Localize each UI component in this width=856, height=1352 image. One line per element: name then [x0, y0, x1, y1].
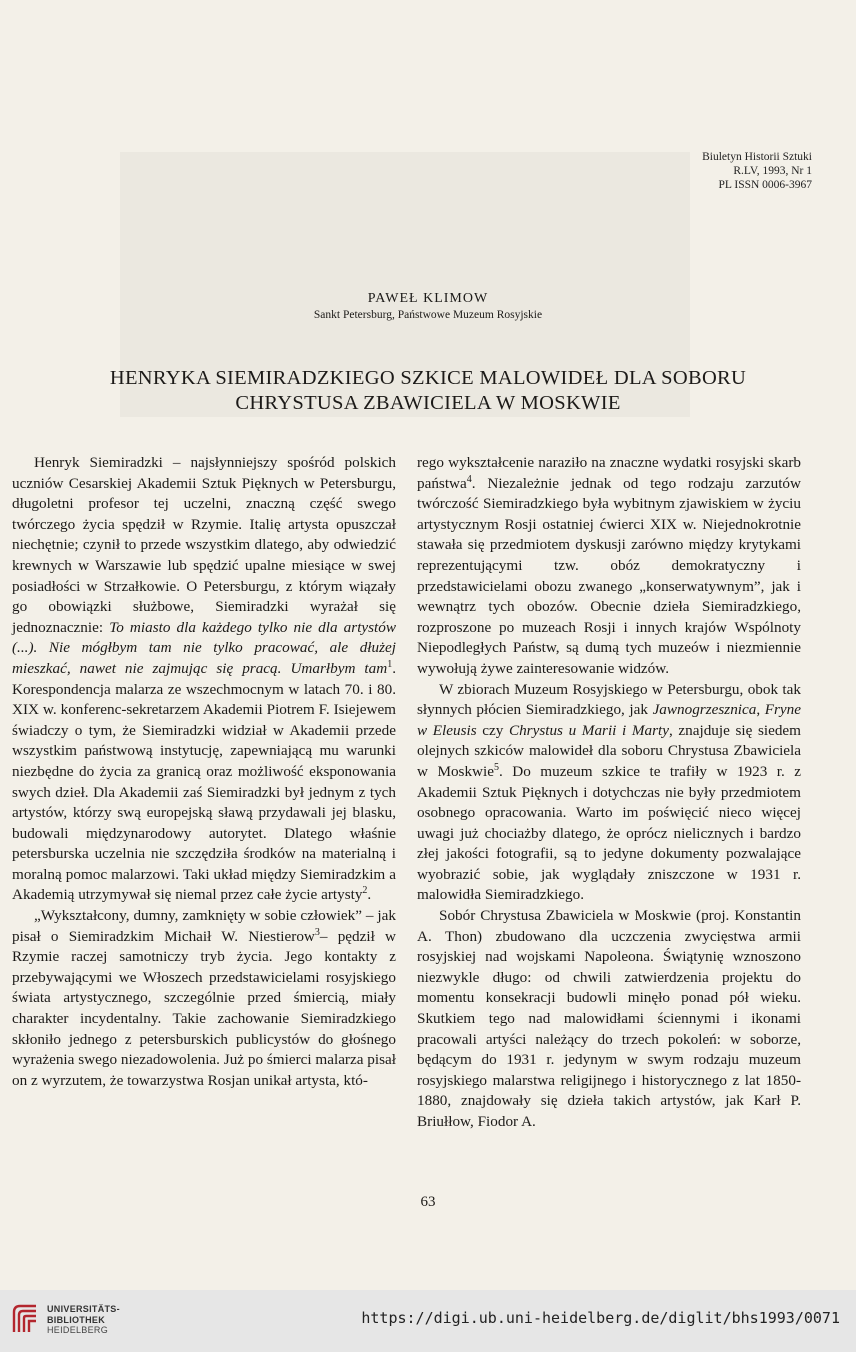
- artwork-title: Jawnogrzesznica: [652, 701, 757, 719]
- footnote-ref: 2: [362, 885, 368, 897]
- article-title: [40, 366, 816, 416]
- artwork-title: Fryne w Eleusis: [417, 701, 801, 739]
- footnote-ref: 3: [314, 926, 320, 938]
- footnote-ref: 1: [387, 658, 393, 670]
- permalink-url[interactable]: https://digi.ub.uni-heidelberg.de/diglit/bhs1993/0071: [361, 1309, 840, 1327]
- text-run: . Do muzeum szkice te trafiły w 1923 r. z Akademii Sztuk Pięknych i dotychczas nie były przedmiotem osobnego opracowania. Warto im poświęcić nieco więcej uwagi już chociażby dlatego, że oprócz nielicznych i bardzo złej jakości fotografii, są to jedyne dokumenty pozwalające wyobrazić sobie, jak wyglądały zniszczone w 1931 r. malowidła Siemiradzkiego.: [417, 762, 802, 904]
- text-run: . Korespondencja malarza ze wszechmocnym w latach 70. i 80. XIX w. konferenc-sekretarzem Akademii Piotrem F. Isiejewem świadczy o tym, że Siemiradzki widział w Akademii przede wszystkim państwową instytucję, zapewniającą mu warunki niezbędne do życia za granicą oraz możliwość eksponowania swych dzieł. Dla Akademii zaś Siemiradzki był jednym z tych artystów, którzy swą europejską sławą przydawali jej blasku, budowali międzynarodowy autorytet. Dlatego właśnie petersburska uczelnia nie szczędziła środków na materialną i moralną pomoc malarzowi. Taki układ między Siemiradzkim a Akademią utrzymywał się niemal przez całe życie artysty: [12, 659, 396, 904]
- author-affiliation: Sankt Petersburg, Państwowe Muzeum Rosyjskie: [313, 309, 543, 321]
- paragraph: Sobór Chrystusa Zbawiciela w Moskwie (proj. Konstantin A. Thon) zbudowano dla uczczenia zwycięstwa armii rosyjskiej nad wojskami Napoleona. Świątynię wznoszono niezwykle długo: od chwili zatwierdzenia projektu do momentu konsekracji budowli minęło ponad pół wieku. Skutkiem tego nad malowidłami ściennymi i ikonami pracowali artyści należący do trzech pokoleń: w soborze, będącym do 1931 r. jedynym w swym rodzaju muzeum rosyjskiego malarstwa religijnego i historycznego z lat 1850-1880, znajdowały się dzieła takich artystów, jak Karł P. Briułłow, Fiodor A.: [417, 907, 801, 1130]
- journal-name: Biuletyn Historii Sztuki: [702, 151, 812, 163]
- paragraph: [12, 453, 396, 906]
- paragraph: [12, 906, 396, 1091]
- text-run: . Niezależnie jednak od tego rodzaju zarzutów twórczość Siemiradzkiego była wybitnym zjawiskiem w życiu artystycznym Rosji ostatniej ćwierci XIX w. Niejednokrotnie stawała się przedmiotem dyskusji zarówno między krytykami reprezentującymi tzw. obóz demokratyczny i przedstawicielami obozu zwanego „konserwatywnym”, jak i wewnątrz tych obozów. Obecnie dzieła Siemiradzkiego, rozproszone po muzeach Rosji i innych krajów Wspólnoty Niepodległych Państw, są dumą tych muzeów i niezmiennie wywołują żywe zainteresowanie widzów.: [417, 474, 801, 677]
- paragraph: [417, 453, 801, 680]
- text-run: .: [367, 886, 372, 904]
- text-run: – pędził w Rzymie raczej samotniczy tryb życia. Jego kontakty z przebywającymi we Włoszech przedstawicielami rosyjskiego świata artystycznego, szczególnie przed śmiercią, miały charakter incydentalny. Takie zachowanie Siemiradzkiego skłoniło jednego z petersburskich publicystów do głośnego wyrażenia swego niezadowolenia. Już po śmierci malarza pisał on z wyrzutem, że towarzystwa Rosjan unikał artysta, któ-: [12, 927, 396, 1089]
- library-name-line: HEIDELBERG: [47, 1325, 109, 1335]
- university-library-logo-icon[interactable]: [10, 1302, 40, 1336]
- title-line-2: CHRYSTUSA ZBAWICIELA W MOSKWIE: [235, 392, 621, 414]
- text-run: , znajduje się siedem olejnych szkiców malowideł dla soboru Chrystusa Zbawiciela w Moskwie: [417, 721, 801, 780]
- text-column-left: [12, 453, 396, 1091]
- text-run: ,: [756, 701, 765, 719]
- library-name[interactable]: [47, 1304, 120, 1336]
- text-run: czy: [476, 721, 509, 739]
- footnote-ref: 4: [466, 473, 472, 485]
- title-line-1: HENRYKA SIEMIRADZKIEGO SZKICE MALOWIDEŁ DLA SOBORU: [109, 367, 747, 389]
- text-column-right: [417, 453, 801, 1133]
- library-name-line: UNIVERSITÄTS-: [47, 1304, 120, 1314]
- page-number: 63: [420, 1194, 436, 1210]
- journal-citation: [702, 150, 812, 192]
- text-run: „Wykształcony, dumny, zamknięty w sobie człowiek” – jak pisał o Siemiradzkim Michaił W. Niestierow: [12, 907, 396, 945]
- text-run: W zbiorach Muzeum Rosyjskiego w Petersburgu, obok tak słynnych płócien Siemiradzkiego, jak: [417, 680, 801, 719]
- journal-volume: R.LV, 1993, Nr 1: [733, 165, 812, 177]
- author-name: PAWEŁ KLIMOW: [367, 291, 489, 306]
- journal-issn: PL ISSN 0006-3967: [718, 179, 812, 191]
- paragraph: [417, 680, 801, 907]
- quotation: To miasto dla każdego tylko nie dla artystów (...). Nie mógłbym tam nie tylko pracować, ale dłużej mieszkać, nawet nie zajmując się pracą. Umarłbym tam: [12, 618, 397, 677]
- text-run: rego wykształcenie naraziło na znaczne wydatki rosyjski skarb państwa: [417, 454, 801, 492]
- footnote-ref: 5: [493, 761, 499, 773]
- library-name-line: BIBLIOTHEK: [47, 1314, 105, 1325]
- viewer-footer: [0, 1290, 856, 1352]
- artwork-title: Chrystus u Marii i Marty: [508, 721, 669, 739]
- text-run: Henryk Siemiradzki – najsłynniejszy spośród polskich uczniów Cesarskiej Akademii Sztuk Pięknych w Petersburgu, długoletni profesor tej uczelni, znaczną część swego twórczego życia spędził w Rzymie. Italię artysta opuszczał niechętnie; czynił to przede wszystkim dlatego, aby odwiedzić krewnych w Warszawie lub spędzić upalne miesiące w swej posiadłości w Strzałkowie. O Petersburgu, z którym wiązały go obowiązki służbowe, Siemiradzki wyrażał się jednoznacznie:: [12, 454, 396, 636]
